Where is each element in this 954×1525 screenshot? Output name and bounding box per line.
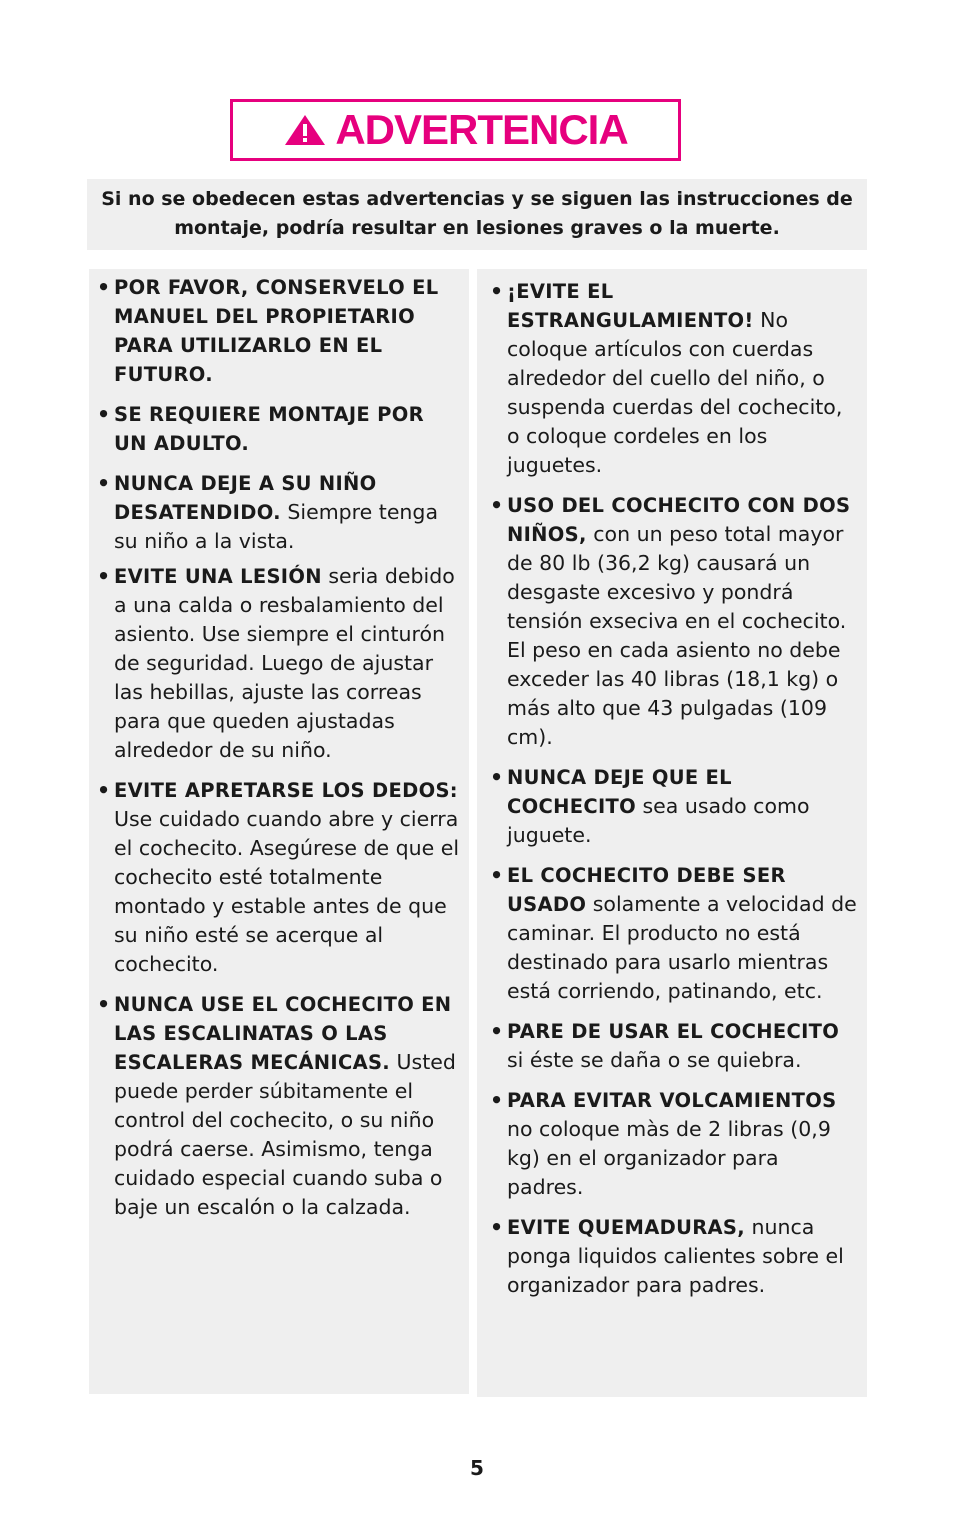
warning-text: Siempre tenga su niño a la vista. xyxy=(114,500,439,553)
intro-text: Si no se obedecen estas advertencias y se siguen las instrucciones de montaje, podría resultar en lesiones graves o la muerte. xyxy=(101,188,853,239)
warning-item xyxy=(490,277,859,480)
warnings-left-column xyxy=(89,269,469,1394)
warning-heading: ¡EVITE EL ESTRANGULAMIENTO! xyxy=(507,280,754,332)
page-number: 5 xyxy=(470,1456,484,1480)
bullet: • xyxy=(97,275,111,299)
warning-item xyxy=(490,763,859,850)
warning-text: si éste se daña o se quiebra. xyxy=(507,1048,802,1072)
warning-item xyxy=(97,562,461,765)
warning-item xyxy=(97,273,461,389)
warning-text: seria debido a una calda o resbalamiento del asiento. Use siempre el cinturón de seguridad. Luego de ajustar las hebillas, ajuste las correas para que queden ajustadas alrededor de su niño. xyxy=(114,564,455,762)
bullet: • xyxy=(490,493,504,517)
warning-heading: NUNCA DEJE QUE EL COCHECITO xyxy=(507,766,732,818)
warning-text: con un peso total mayor de 80 lb (36,2 kg) causará un desgaste excesivo y pondrá tensión exseciva en el cochecito. El peso en cada asiento no debe exceder las 40 libras (18,1 kg) o más alto que 43 pulgadas (109 cm). xyxy=(507,522,847,749)
bullet: • xyxy=(490,1088,504,1112)
warning-heading: NUNCA USE EL COCHECITO EN LAS ESCALINATAS O LAS ESCALERAS MECÁNICAS. xyxy=(114,993,452,1074)
page-title: ADVERTENCIA xyxy=(335,106,628,153)
warning-heading: SE REQUIERE MONTAJE POR UN ADULTO. xyxy=(114,403,424,455)
warning-heading: EL COCHECITO DEBE SER USADO xyxy=(507,864,786,916)
warning-heading: EVITE UNA LESIÓN xyxy=(114,565,322,588)
warning-heading: PARE DE USAR EL COCHECITO xyxy=(507,1020,840,1043)
bullet: • xyxy=(97,992,111,1016)
warning-item xyxy=(490,1017,859,1075)
warning-item xyxy=(490,491,859,752)
warning-text: No coloque artículos con cuerdas alrededor del cuello del niño, o suspenda cuerdas del cochecito, o coloque cordeles en los juguetes. xyxy=(507,308,843,477)
warning-header xyxy=(230,99,681,161)
warning-item xyxy=(490,1213,859,1300)
warning-heading: NUNCA DEJE A SU NIÑO DESATENDIDO. xyxy=(114,472,377,524)
warning-heading: PARA EVITAR VOLCAMIENTOS xyxy=(507,1089,837,1112)
bullet: • xyxy=(490,863,504,887)
warning-text: no coloque màs de 2 libras (0,9 kg) en el organizador para padres. xyxy=(507,1117,831,1199)
warning-item xyxy=(97,776,461,979)
bullet: • xyxy=(97,471,111,495)
bullet: • xyxy=(490,1019,504,1043)
warning-item xyxy=(97,469,461,556)
bullet: • xyxy=(490,1215,504,1239)
warning-text: solamente a velocidad de caminar. El producto no está destinado para usarlo mientras está corriendo, patinando, etc. xyxy=(507,892,857,1003)
warning-text: sea usado como juguete. xyxy=(507,794,810,847)
warning-text: Usted puede perder súbitamente el control del cochecito, o su niño podrá caerse. Asimismo, tenga cuidado especial cuando suba o baje un escalón o la calzada. xyxy=(114,1050,456,1219)
warning-text: Use cuidado cuando abre y cierra el cochecito. Asegúrese de que el cochecito esté totalmente montado y estable antes de que su niño esté se acerque al cochecito. xyxy=(114,807,460,976)
warning-heading: EVITE QUEMADURAS, xyxy=(507,1216,745,1239)
bullet: • xyxy=(490,279,504,303)
warning-heading: USO DEL COCHECITO CON DOS NIÑOS, xyxy=(507,494,851,546)
warning-heading: POR FAVOR, CONSERVELO EL MANUEL DEL PROPIETARIO PARA UTILIZARLO EN EL FUTURO. xyxy=(114,276,439,386)
bullet: • xyxy=(97,564,111,588)
warnings-right-column xyxy=(477,269,867,1397)
intro-warning xyxy=(87,179,867,250)
warning-item xyxy=(97,400,461,458)
bullet: • xyxy=(97,778,111,802)
bullet: • xyxy=(490,765,504,789)
warning-heading: EVITE APRETARSE LOS DEDOS: xyxy=(114,779,458,802)
warning-item xyxy=(490,861,859,1006)
warning-triangle-icon xyxy=(283,113,327,147)
warning-text: nunca ponga liquidos calientes sobre el organizador para padres. xyxy=(507,1215,844,1297)
bullet: • xyxy=(97,402,111,426)
warning-item xyxy=(490,1086,859,1202)
warning-item xyxy=(97,990,461,1222)
